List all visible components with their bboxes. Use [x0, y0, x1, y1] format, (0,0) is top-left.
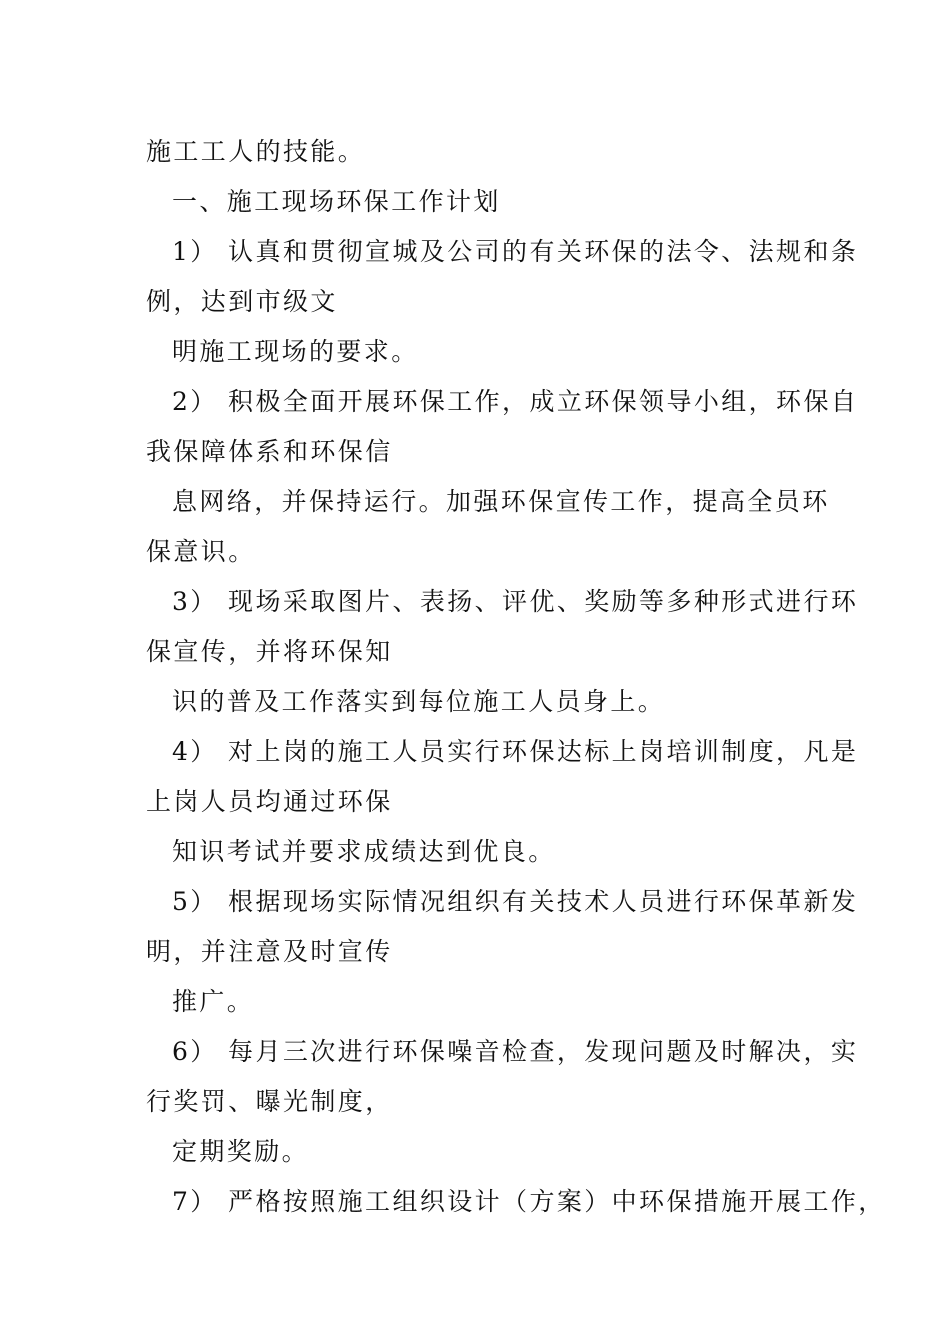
text-line: 识的普及工作落实到每位施工人员身上。	[172, 687, 666, 716]
text-line: 明，并注意及时宣传	[146, 937, 393, 966]
text-line: 行奖罚、曝光制度，	[146, 1087, 393, 1116]
text-line: 1） 认真和贯彻宣城及公司的有关环保的法令、法规和条	[172, 237, 859, 266]
text-line: 定期奖励。	[172, 1137, 310, 1166]
text-line: 施工工人的技能。	[146, 137, 366, 166]
text-line: 6） 每月三次进行环保噪音检查，发现问题及时解决，实	[172, 1037, 859, 1066]
text-line: 4） 对上岗的施工人员实行环保达标上岗培训制度，凡是	[172, 737, 859, 766]
text-line: 3） 现场采取图片、表扬、评优、奖励等多种形式进行环	[172, 587, 859, 616]
text-line: 2） 积极全面开展环保工作，成立环保领导小组，环保自	[172, 387, 859, 416]
text-line: 7） 严格按照施工组织设计（方案）中环保措施开展工作，	[172, 1187, 886, 1216]
text-line: 明施工现场的要求。	[172, 337, 419, 366]
text-line: 息网络，并保持运行。加强环保宣传工作，提高全员环	[172, 487, 830, 516]
text-line: 推广。	[172, 987, 255, 1016]
text-line: 保宣传，并将环保知	[146, 637, 393, 666]
text-line: 上岗人员均通过环保	[146, 787, 393, 816]
text-line: 我保障体系和环保信	[146, 437, 393, 466]
text-line: 保意识。	[146, 537, 256, 566]
text-line: 知识考试并要求成绩达到优良。	[172, 837, 556, 866]
text-line: 5） 根据现场实际情况组织有关技术人员进行环保革新发	[172, 887, 859, 916]
text-line: 例，达到市级文	[146, 287, 338, 316]
section-heading: 一、施工现场环保工作计划	[172, 187, 501, 216]
